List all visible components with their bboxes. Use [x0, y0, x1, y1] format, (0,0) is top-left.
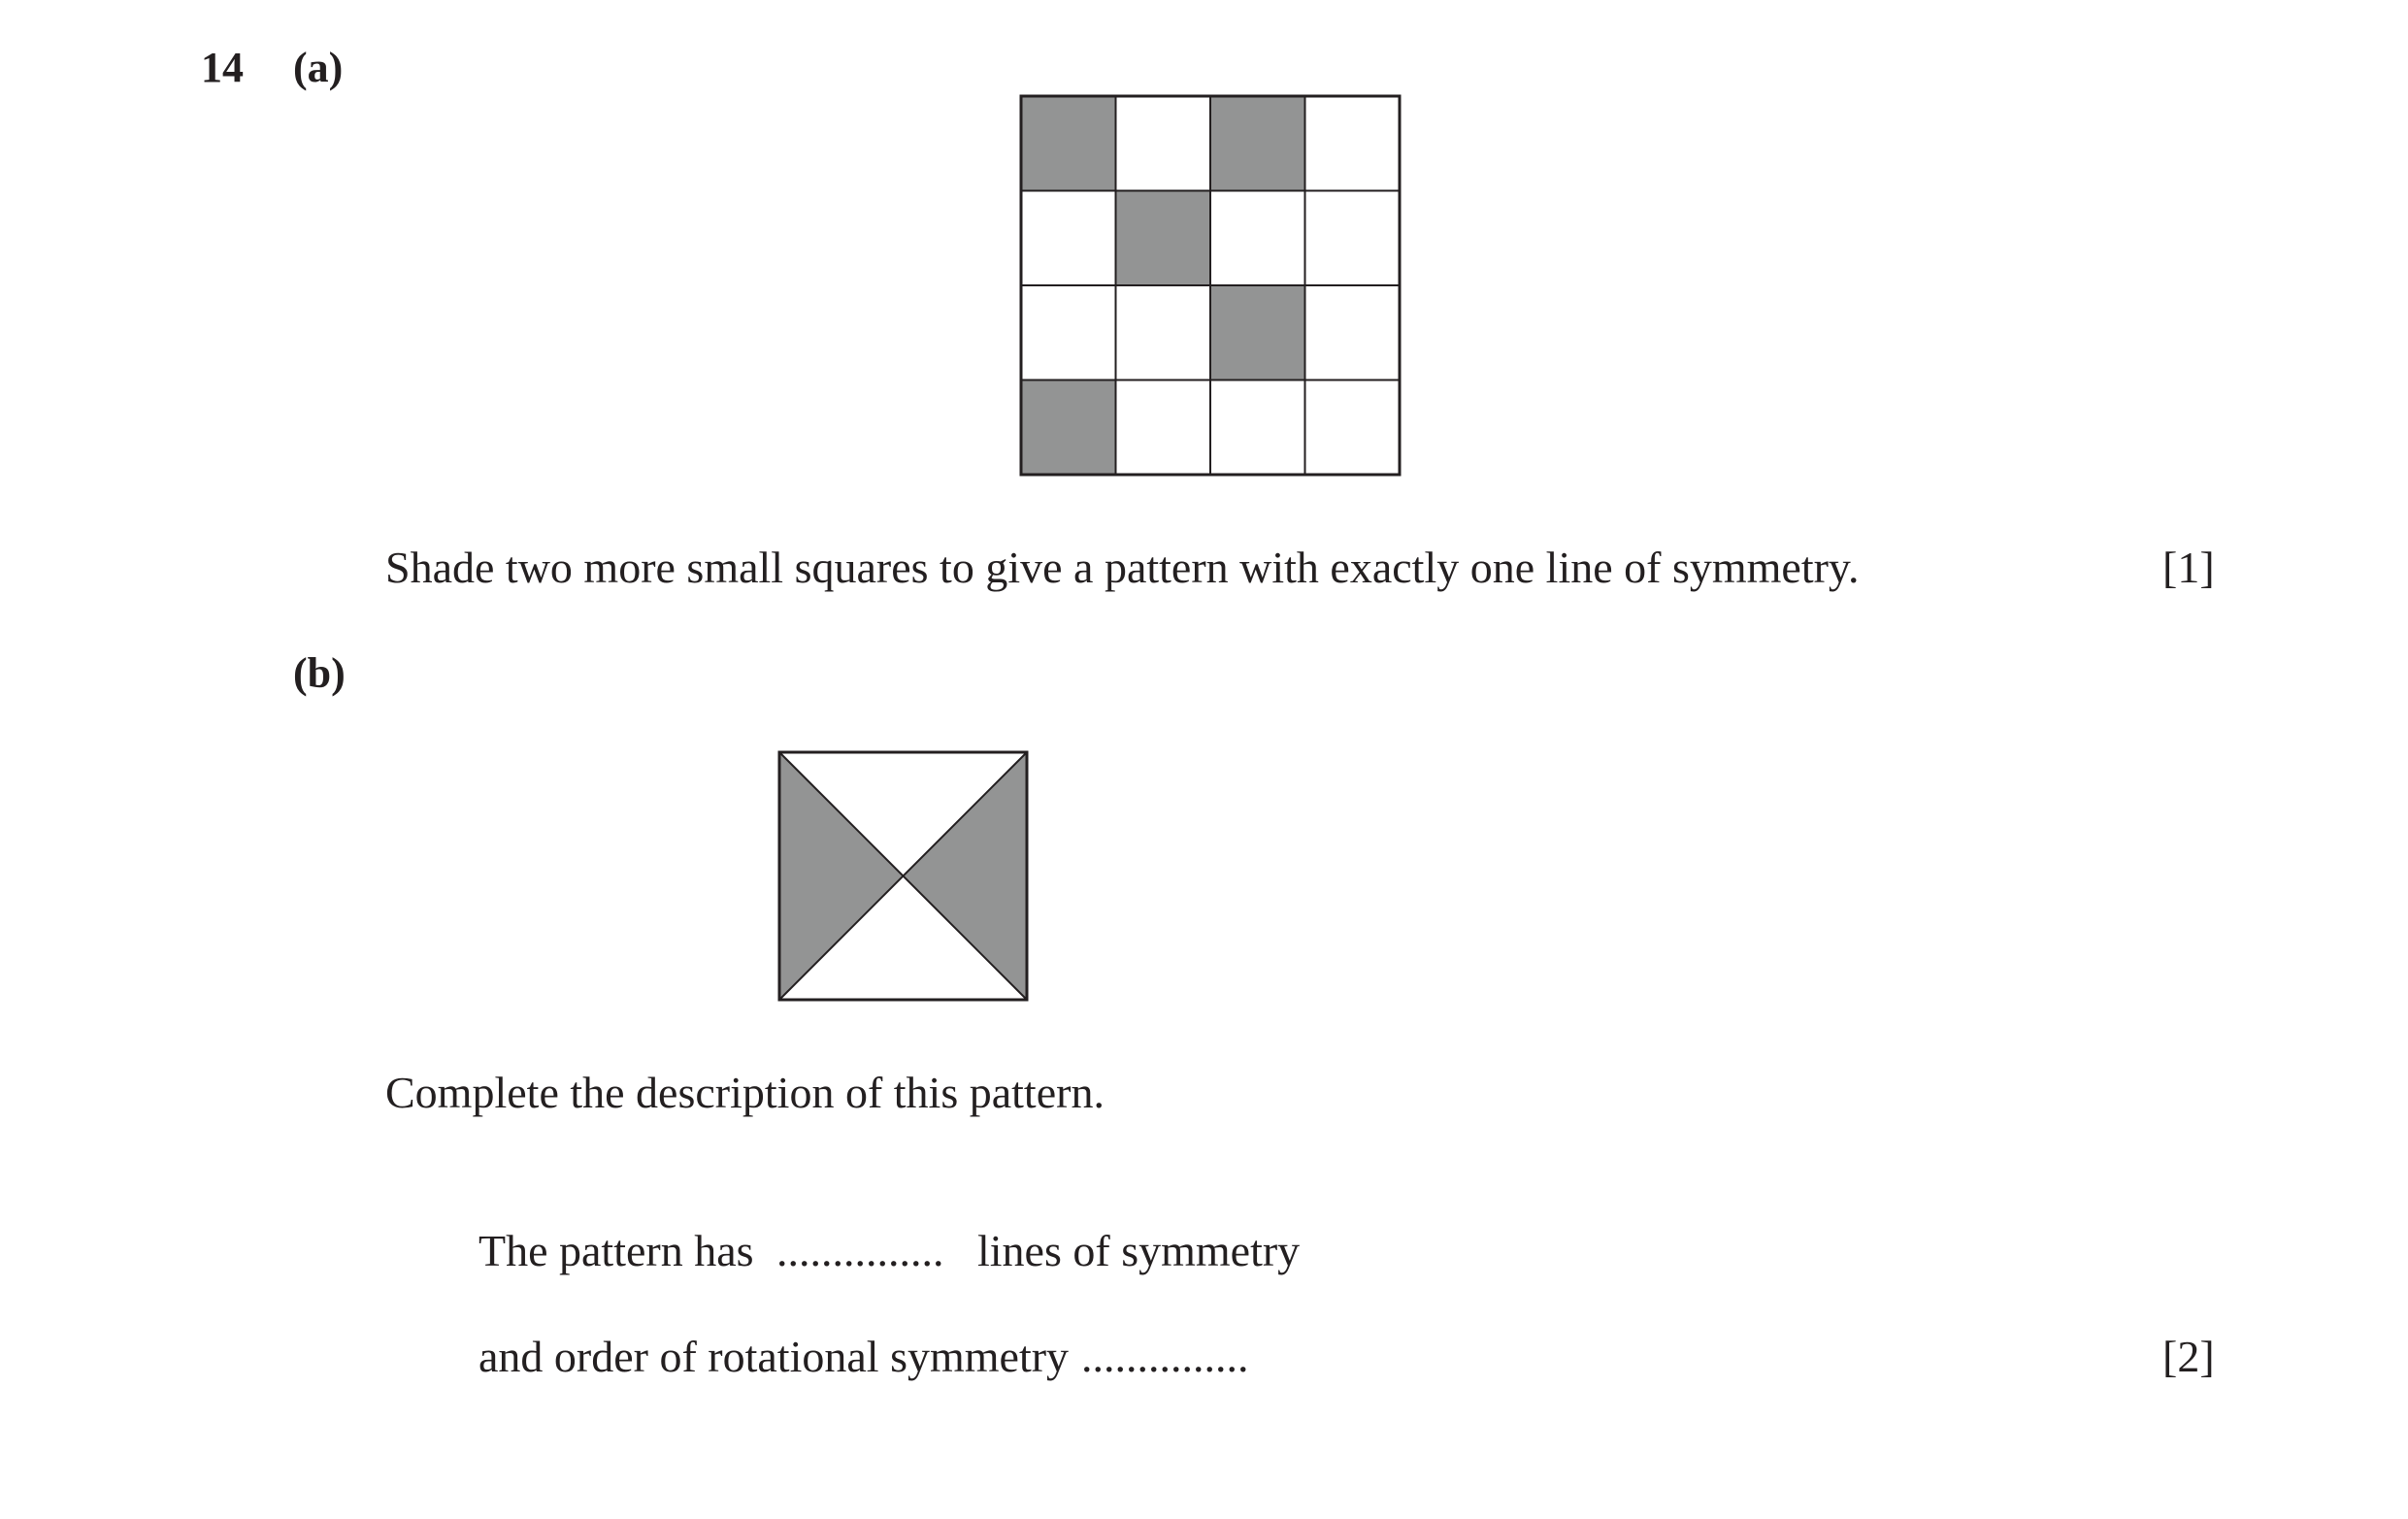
left-shaded-triangle	[779, 752, 903, 1000]
lines-of-symmetry-answer-blank[interactable]: ...............	[776, 1226, 944, 1275]
part-a-label: (a)	[293, 44, 344, 91]
part-a-instruction: Shade two more small squares to give a pattern with exactly one line of symmetry.	[385, 543, 1860, 592]
question-number: 14	[201, 44, 244, 91]
line2-prefix: and order of rotational symmetry	[478, 1332, 1070, 1381]
line1-prefix: The pattern has	[478, 1226, 754, 1275]
right-shaded-triangle	[903, 752, 1027, 1000]
line1-suffix: lines of symmetry	[977, 1226, 1301, 1275]
part-b-instruction: Complete the description of this pattern.	[385, 1068, 1105, 1117]
rotational-order-answer-blank[interactable]: ...............	[1081, 1332, 1249, 1381]
part-b-marks: [2]	[2162, 1332, 2215, 1381]
part-b-label: (b)	[293, 649, 346, 697]
part-a-marks: [1]	[2162, 543, 2215, 592]
